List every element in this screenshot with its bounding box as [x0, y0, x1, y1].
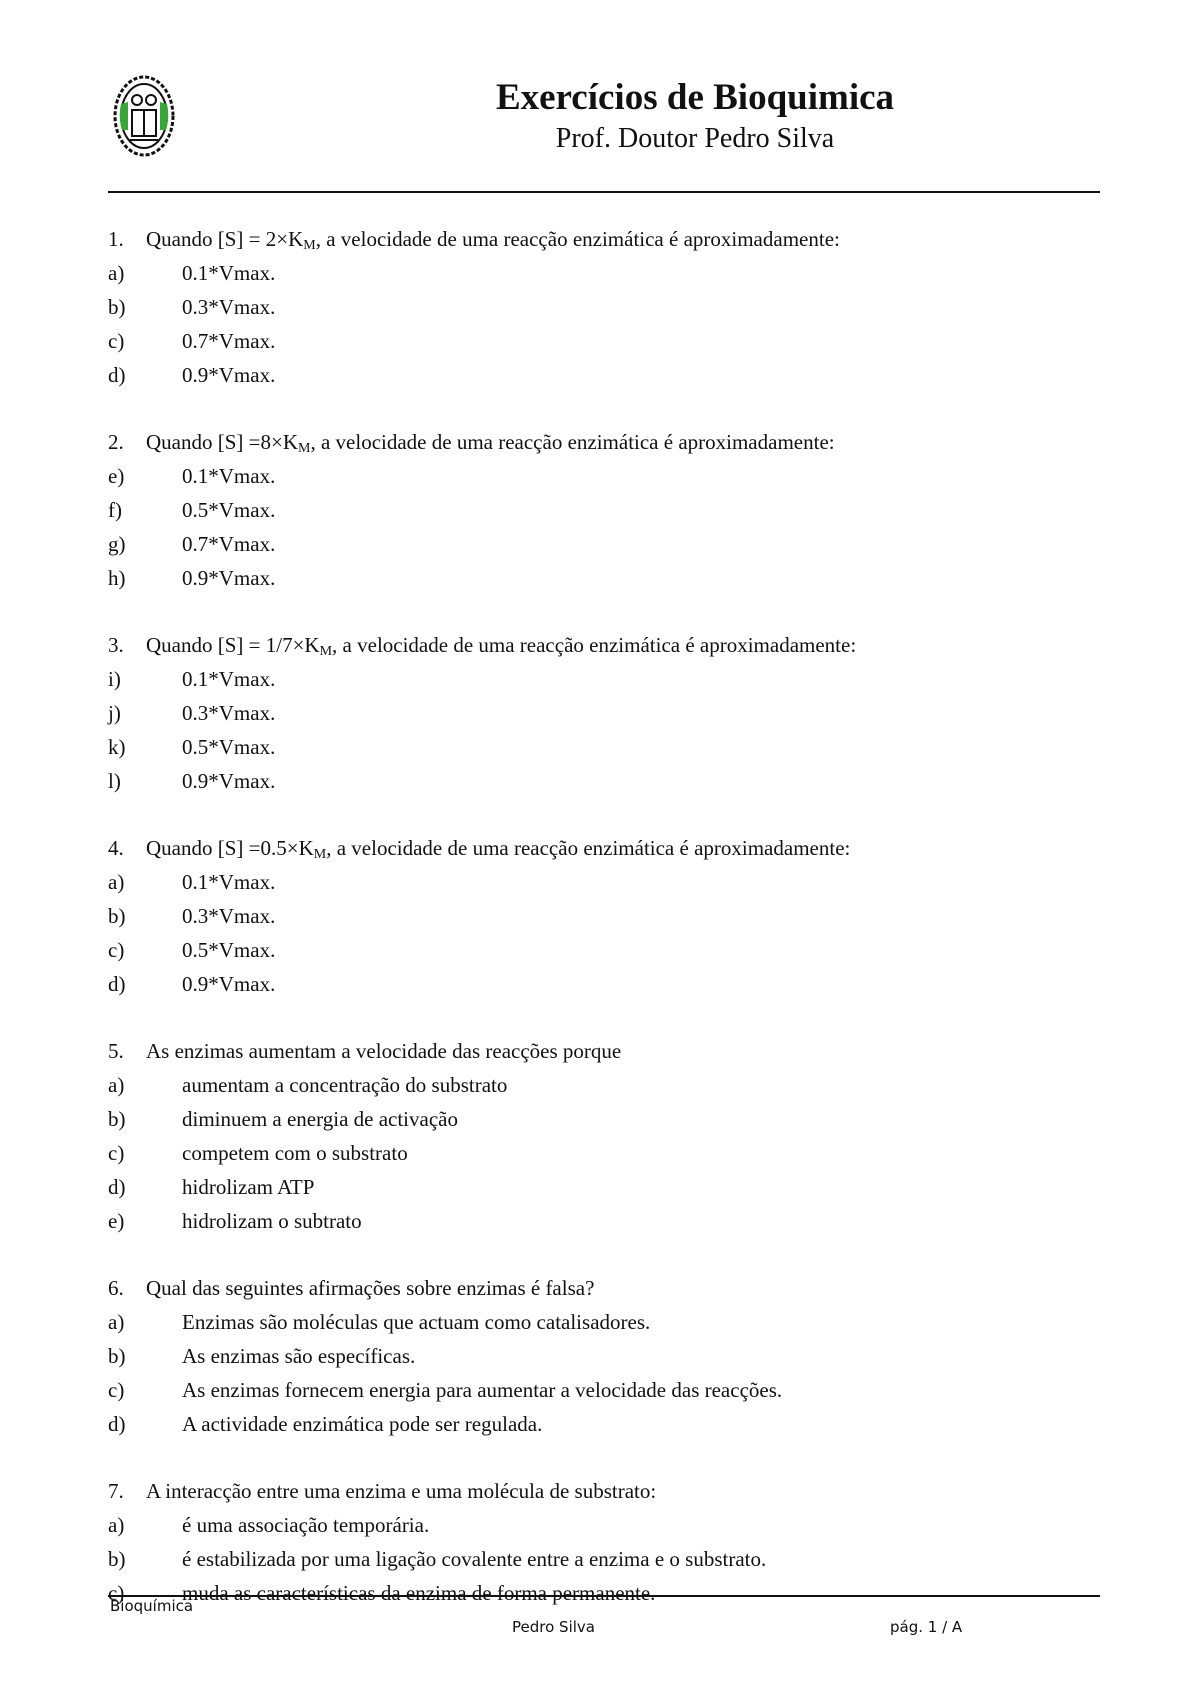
option-letter: c)	[108, 1581, 125, 1605]
question-4	[108, 831, 1098, 1001]
option	[108, 1373, 1098, 1407]
question-number: 2.	[108, 430, 124, 454]
question-stem	[108, 831, 1098, 865]
option	[108, 696, 1098, 730]
option-text: 0.9*Vmax.	[182, 769, 276, 793]
option	[108, 967, 1098, 1001]
option-text: 0.3*Vmax.	[182, 701, 276, 725]
option-letter: c)	[108, 938, 125, 962]
option	[108, 561, 1098, 595]
option-letter: i)	[108, 667, 121, 691]
option-text: diminuem a energia de activação	[182, 1107, 458, 1131]
footer-course: Bioquímica	[110, 1597, 194, 1615]
option-text: 0.7*Vmax.	[182, 329, 276, 353]
option-text: 0.9*Vmax.	[182, 972, 276, 996]
option	[108, 1136, 1098, 1170]
question-2	[108, 425, 1098, 595]
option	[108, 1542, 1098, 1576]
question-number: 1.	[108, 227, 124, 251]
option	[108, 1305, 1098, 1339]
stem-text: Quando [S] = 2×K	[146, 227, 304, 251]
option-letter: a)	[108, 870, 125, 894]
option-text: é estabilizada por uma ligação covalente entre a enzima e o substrato.	[182, 1547, 767, 1571]
header-divider	[108, 191, 1100, 193]
stem-text: Quando [S] = 1/7×K	[146, 633, 320, 657]
stem-text: Quando [S] =8×K	[146, 430, 299, 454]
option	[108, 730, 1098, 764]
option	[108, 1407, 1098, 1441]
option-text: muda as características da enzima de forma permanente.	[182, 1581, 656, 1605]
option	[108, 933, 1098, 967]
option	[108, 256, 1098, 290]
question-number: 5.	[108, 1039, 124, 1063]
question-number: 6.	[108, 1276, 124, 1300]
option	[108, 1068, 1098, 1102]
question-7	[108, 1474, 1098, 1610]
question-number: 4.	[108, 836, 124, 860]
option-text: 0.1*Vmax.	[182, 261, 276, 285]
option-letter: b)	[108, 1547, 126, 1571]
option	[108, 1204, 1098, 1238]
question-5	[108, 1034, 1098, 1238]
option-text: hidrolizam ATP	[182, 1175, 315, 1199]
stem-text: Qual das seguintes afirmações sobre enzimas é falsa?	[146, 1276, 595, 1300]
option	[108, 764, 1098, 798]
option-letter: e)	[108, 464, 125, 488]
stem-text-rest: , a velocidade de uma reacção enzimática é aproximadamente:	[326, 836, 851, 860]
stem-subscript: M	[313, 847, 327, 862]
question-3	[108, 628, 1098, 798]
option	[108, 865, 1098, 899]
option-letter: l)	[108, 769, 121, 793]
option-letter: c)	[108, 1378, 125, 1402]
footer-page-number: pág. 1 / A	[890, 1618, 963, 1636]
option	[108, 1170, 1098, 1204]
stem-text: A interacção entre uma enzima e uma molécula de substrato:	[146, 1479, 657, 1503]
option	[108, 1576, 1098, 1610]
option-letter: b)	[108, 1344, 126, 1368]
option-text: As enzimas são específicas.	[182, 1344, 416, 1368]
option-letter: b)	[108, 904, 126, 928]
option-text: 0.5*Vmax.	[182, 735, 276, 759]
option-text: 0.3*Vmax.	[182, 295, 276, 319]
option-letter: a)	[108, 261, 125, 285]
option-letter: e)	[108, 1209, 125, 1233]
option-letter: j)	[108, 701, 121, 725]
option	[108, 899, 1098, 933]
option-letter: d)	[108, 363, 126, 387]
question-number: 3.	[108, 633, 124, 657]
option	[108, 324, 1098, 358]
option-letter: a)	[108, 1073, 125, 1097]
question-number: 7.	[108, 1479, 124, 1503]
option-letter: f)	[108, 498, 122, 522]
stem-subscript: M	[303, 238, 316, 253]
option	[108, 527, 1098, 561]
option-text: 0.1*Vmax.	[182, 464, 276, 488]
option-letter: a)	[108, 1513, 125, 1537]
stem-subscript: M	[298, 441, 311, 456]
option-letter: c)	[108, 1141, 125, 1165]
footer-divider	[108, 1595, 1100, 1597]
university-logo	[112, 74, 176, 158]
option-text: é uma associação temporária.	[182, 1513, 430, 1537]
option-text: 0.3*Vmax.	[182, 904, 276, 928]
option-text: A actividade enzimática pode ser regulada.	[182, 1412, 543, 1436]
question-6	[108, 1271, 1098, 1441]
option-letter: g)	[108, 532, 126, 556]
option-text: 0.9*Vmax.	[182, 363, 276, 387]
stem-subscript: M	[319, 644, 333, 659]
option	[108, 1508, 1098, 1542]
question-stem	[108, 425, 1098, 459]
question-stem	[108, 1474, 1098, 1508]
document-title: Exercícios de Bioquimica	[495, 77, 895, 118]
question-stem	[108, 1034, 1098, 1068]
option	[108, 358, 1098, 392]
option-text: As enzimas fornecem energia para aumentar a velocidade das reacções.	[182, 1378, 783, 1402]
option-text: 0.5*Vmax.	[182, 938, 276, 962]
option	[108, 459, 1098, 493]
option-text: 0.5*Vmax.	[182, 498, 276, 522]
option	[108, 662, 1098, 696]
stem-text: As enzimas aumentam a velocidade das reacções porque	[146, 1039, 622, 1063]
stem-text-rest: , a velocidade de uma reacção enzimática é aproximadamente:	[332, 633, 857, 657]
option-text: competem com o substrato	[182, 1141, 408, 1165]
document-subtitle: Prof. Doutor Pedro Silva	[555, 123, 835, 154]
option-text: 0.1*Vmax.	[182, 870, 276, 894]
stem-text-rest: , a velocidade de uma reacção enzimática é aproximadamente:	[315, 227, 840, 251]
option-letter: h)	[108, 566, 126, 590]
option	[108, 493, 1098, 527]
stem-text-rest: , a velocidade de uma reacção enzimática é aproximadamente:	[310, 430, 835, 454]
option-text: 0.7*Vmax.	[182, 532, 276, 556]
option-text: hidrolizam o subtrato	[182, 1209, 362, 1233]
option-text: 0.1*Vmax.	[182, 667, 276, 691]
option-letter: k)	[108, 735, 126, 759]
footer-author: Pedro Silva	[512, 1618, 595, 1636]
option-text: Enzimas são moléculas que actuam como catalisadores.	[182, 1310, 651, 1334]
option-letter: d)	[108, 972, 126, 996]
question-stem	[108, 1271, 1098, 1305]
stem-text: Quando [S] =0.5×K	[146, 836, 314, 860]
option-text: aumentam a concentração do substrato	[182, 1073, 508, 1097]
option-letter: b)	[108, 1107, 126, 1131]
question-stem	[108, 628, 1098, 662]
option-letter: a)	[108, 1310, 125, 1334]
question-stem	[108, 222, 1098, 256]
option-letter: c)	[108, 329, 125, 353]
question-1	[108, 222, 1098, 392]
option	[108, 1102, 1098, 1136]
option	[108, 1339, 1098, 1373]
question-list	[108, 222, 1098, 1643]
option-text: 0.9*Vmax.	[182, 566, 276, 590]
option-letter: b)	[108, 295, 126, 319]
option	[108, 290, 1098, 324]
option-letter: d)	[108, 1412, 126, 1436]
option-letter: d)	[108, 1175, 126, 1199]
